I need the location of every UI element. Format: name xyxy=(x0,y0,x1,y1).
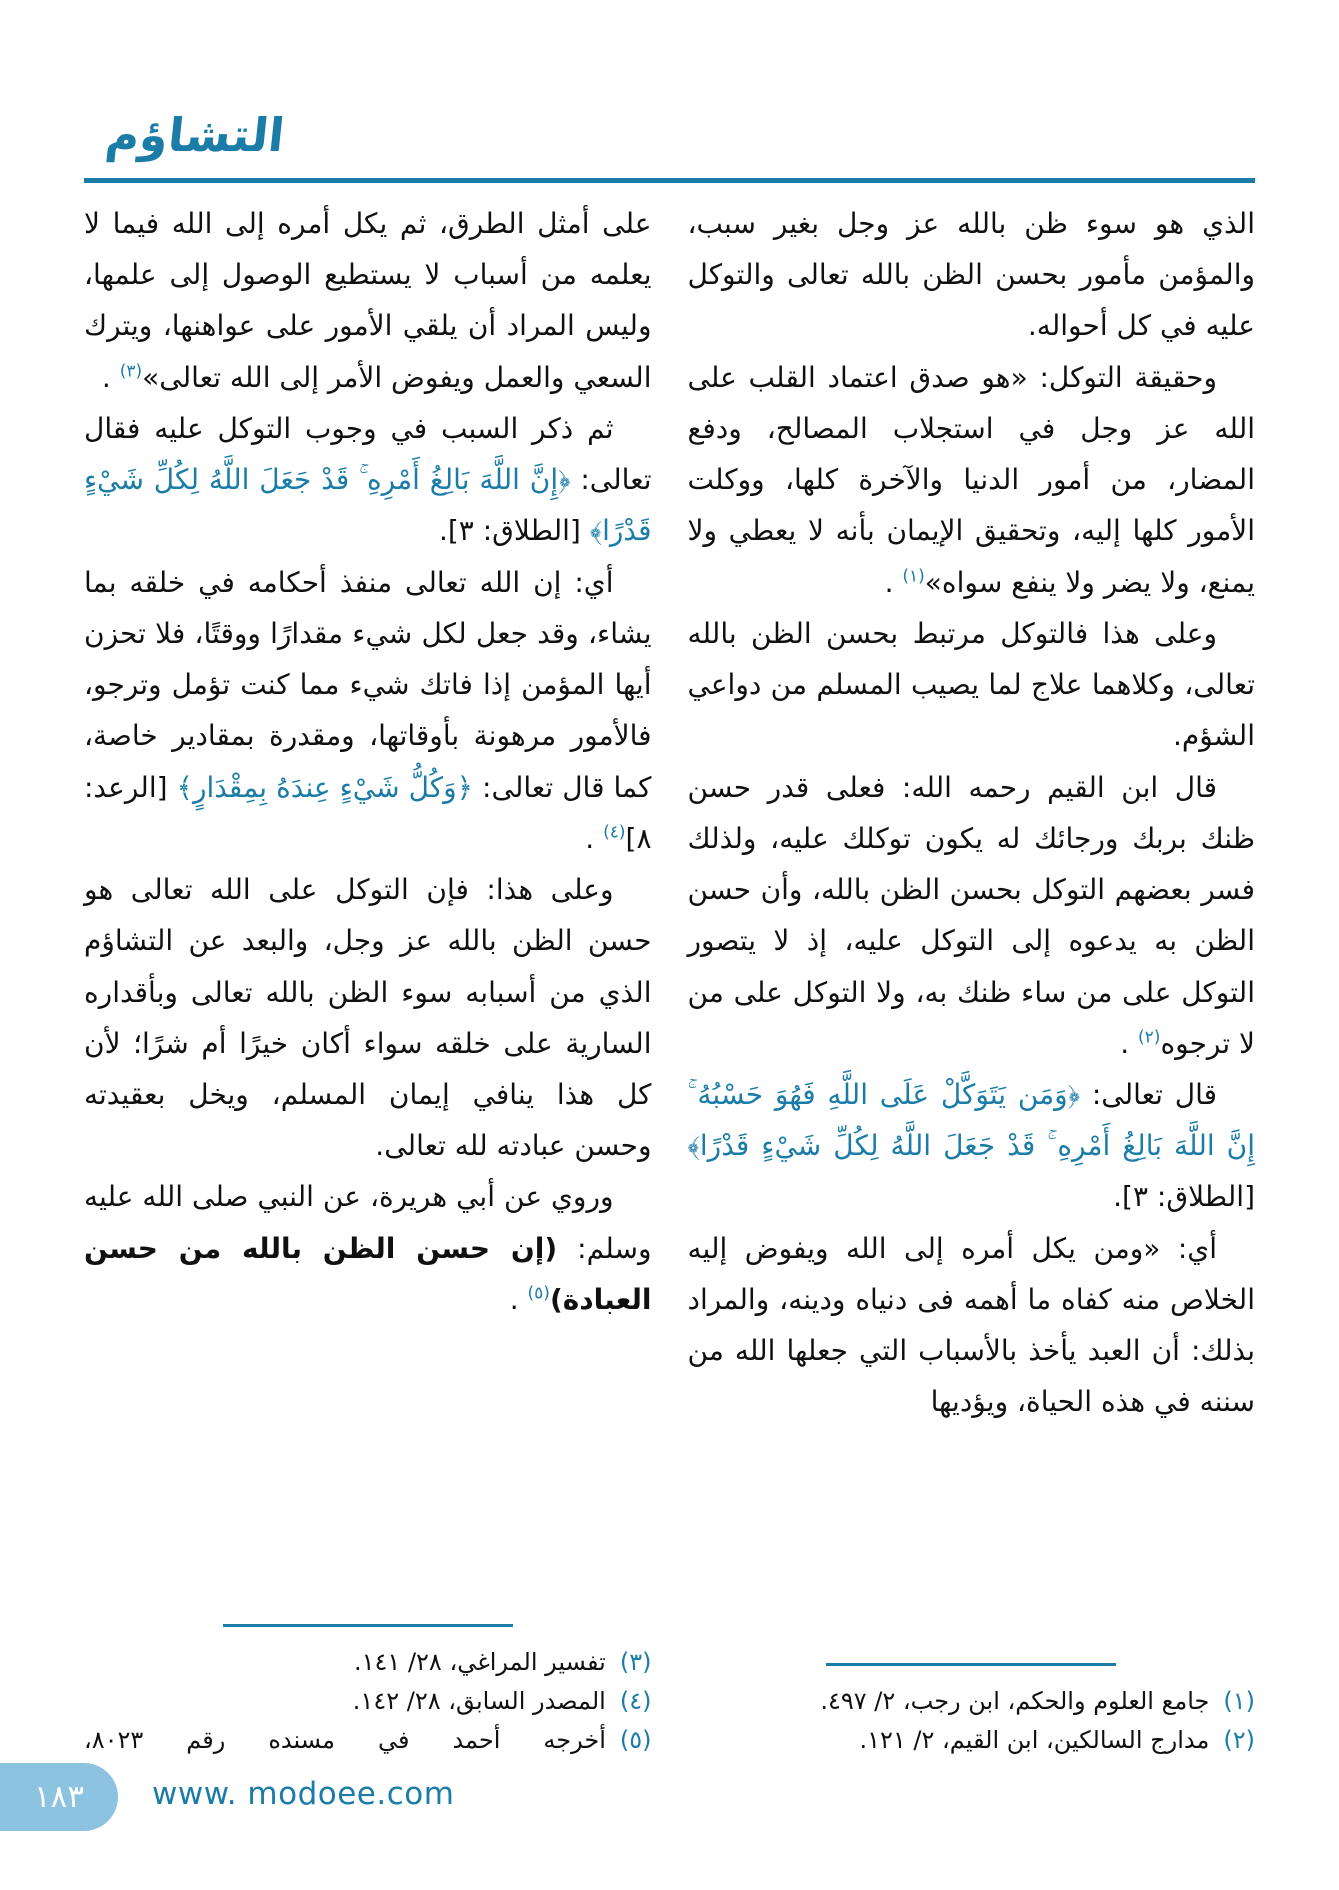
paragraph xyxy=(84,198,652,403)
footnote xyxy=(688,1682,1256,1721)
hadith-text: (إن حسن الظن بالله من حسن العبادة) xyxy=(84,1231,652,1316)
text-run: وحقيقة التوكل: «هو صدق اعتماد القلب على الله عز وجل في استجلاب المصالح، ودفع المضار، من أمور الدنيا والآخرة كلها، ووكلت الأمور كلها إليه، وتحقيق الإيمان بأنه لا يعطي ولا يمنع، ولا يضر ولا ينفع سواه» xyxy=(687,360,1255,599)
footnote-number: (١) xyxy=(1223,1687,1255,1716)
footnote-text: تفسير المراغي، ٢٨/ ١٤١. xyxy=(354,1648,606,1677)
quran-verse: ﴿وَمَن يَتَوَكَّلْ عَلَى اللَّهِ فَهُوَ حَسْبُهُ ۚ إِنَّ اللَّهَ بَالِغُ أَمْرِهِ ۚ قَدْ جَعَلَ اللَّهُ لِكُلِّ شَيْءٍ قَدْرًا﴾ xyxy=(687,1077,1255,1163)
paragraph xyxy=(688,1223,1256,1428)
footnote-number: (٤) xyxy=(619,1687,652,1716)
paragraph xyxy=(84,557,652,864)
paragraph xyxy=(688,198,1256,352)
column-left-footnotes xyxy=(84,1616,652,1760)
column-left-text xyxy=(84,198,652,1325)
text-run: . xyxy=(509,1282,528,1316)
paragraph xyxy=(84,1171,652,1325)
column-right xyxy=(688,198,1256,1760)
footnote xyxy=(84,1643,652,1682)
header-rule xyxy=(84,178,1255,183)
text-run: أي: «ومن يكل أمره إلى الله ويفوض إليه الخلاص منه كفاه ما أهمه فى دنياه ودينه، والمراد بذلك: أن العبد يأخذ بالأسباب التي جعلها الله من سننه في هذه الحياة، ويؤديها xyxy=(687,1231,1255,1419)
page-number-badge xyxy=(0,1763,118,1831)
text-run: . xyxy=(884,565,903,599)
text-run: . xyxy=(101,360,120,394)
paragraph xyxy=(84,864,652,1171)
footnote-ref: (٢) xyxy=(1138,1027,1161,1048)
footnote-text: جامع العلوم والحكم، ابن رجب، ٢/ ٤٩٧. xyxy=(820,1687,1210,1716)
paragraph xyxy=(84,403,652,557)
text-run: قال ابن القيم رحمه الله: فعلى قدر حسن ظنك بربك ورجائك له يكون توكلك عليه، ولذلك فسر بعضهم التوكل بحسن الظن بالله، وأن حسن الظن به يدعوه إلى التوكل عليه، إذ لا يتصور التوكل على من ساء ظنك به، ولا التوكل على من لا ترجوه xyxy=(687,770,1255,1060)
footnote-ref: (٣) xyxy=(119,361,143,382)
text-run: [الرعد: ٨] xyxy=(84,770,652,855)
text-run: [الطلاق: ٣]. xyxy=(1113,1180,1255,1214)
footnote-text: مدارج السالكين، ابن القيم، ٢/ ١٢١. xyxy=(859,1726,1210,1755)
footnote xyxy=(84,1721,652,1760)
column-right-text xyxy=(688,198,1256,1428)
quran-verse: ﴿إِنَّ اللَّهَ بَالِغُ أَمْرِهِ ۚ قَدْ جَعَلَ اللَّهُ لِكُلِّ شَيْءٍ قَدْرًا﴾ xyxy=(84,463,652,548)
footnote-number: (٣) xyxy=(619,1648,652,1677)
paragraph xyxy=(688,762,1256,1069)
footnote-separator xyxy=(223,1624,513,1627)
page-number: ١٨٣ xyxy=(34,1779,84,1815)
column-left xyxy=(84,198,652,1760)
footnote-ref: (١) xyxy=(902,566,925,587)
text-run: . xyxy=(1120,1026,1139,1060)
footnote xyxy=(688,1721,1256,1760)
footnote-number: (٢) xyxy=(1223,1726,1255,1755)
text-run: . xyxy=(585,821,604,855)
text-run: قال تعالى: xyxy=(1080,1077,1217,1111)
column-right-footnotes xyxy=(688,1655,1256,1760)
footnote-ref: (٤) xyxy=(603,822,626,843)
footnote-text: أخرجه أحمد في مسنده رقم ٨٠٢٣، xyxy=(84,1726,606,1755)
footnote-text: المصدر السابق، ٢٨/ ١٤٢. xyxy=(352,1687,606,1716)
paragraph xyxy=(688,608,1256,762)
footnote xyxy=(84,1682,652,1721)
text-run: وعلى هذا فالتوكل مرتبط بحسن الظن بالله تعالى، وكلاهما علاج لما يصيب المسلم من دواعي الشؤم. xyxy=(687,616,1255,753)
text-run: أي: إن الله تعالى منفذ أحكامه في خلقه بما يشاء، وقد جعل لكل شيء مقدارًا ووقتًا، فلا تحزن أيها المؤمن إذا فاتك شيء مما كنت تؤمل وترجو، فالأمور مرهونة بأوقاتها، ومقدرة بمقادير خاصة، كما قال تعالى: xyxy=(84,565,652,804)
page-title: التشاؤم xyxy=(103,108,288,162)
paragraph xyxy=(688,352,1256,608)
paragraph xyxy=(688,1069,1256,1223)
quran-verse: ﴿وَكُلُّ شَيْءٍ عِندَهُ بِمِقْدَارٍ﴾ xyxy=(176,770,474,804)
footnote-ref: (٥) xyxy=(527,1283,550,1304)
text-run: وعلى هذا: فإن التوكل على الله تعالى هو حسن الظن بالله عز وجل، والبعد عن التشاؤم الذي من أسبابه سوء الظن بالله تعالى وبأقداره السارية على خلقه سواء أكان خيرًا أم شرًا؛ لأن كل هذا ينافي إيمان المسلم، ويخل بعقيدته وحسن عبادته لله تعالى. xyxy=(84,873,652,1163)
text-run: [الطلاق: ٣]. xyxy=(438,514,590,548)
content-columns xyxy=(84,198,1255,1760)
text-run: ثم ذكر السبب في وجوب التوكل عليه فقال تعالى: xyxy=(84,411,652,497)
website-link[interactable]: www. modoee.com xyxy=(152,1776,455,1812)
footnote-separator xyxy=(826,1663,1116,1666)
text-run: وروي عن أبي هريرة، عن النبي صلى الله عليه وسلم: xyxy=(84,1180,652,1265)
footnote-number: (٥) xyxy=(619,1726,652,1755)
footnote-list-right xyxy=(688,1682,1256,1760)
footnote-list-left xyxy=(84,1643,652,1760)
text-run: على أمثل الطرق، ثم يكل أمره إلى الله فيما لا يعلمه من أسباب لا يستطيع الوصول إلى علمها، وليس المراد أن يلقي الأمور على عواهنها، ويترك السعي والعمل ويفوض الأمر إلى الله تعالى» xyxy=(84,207,652,394)
text-run: الذي هو سوء ظن بالله عز وجل بغير سبب، والمؤمن مأمور بحسن الظن بالله تعالى والتوكل عليه في كل أحواله. xyxy=(687,207,1255,343)
